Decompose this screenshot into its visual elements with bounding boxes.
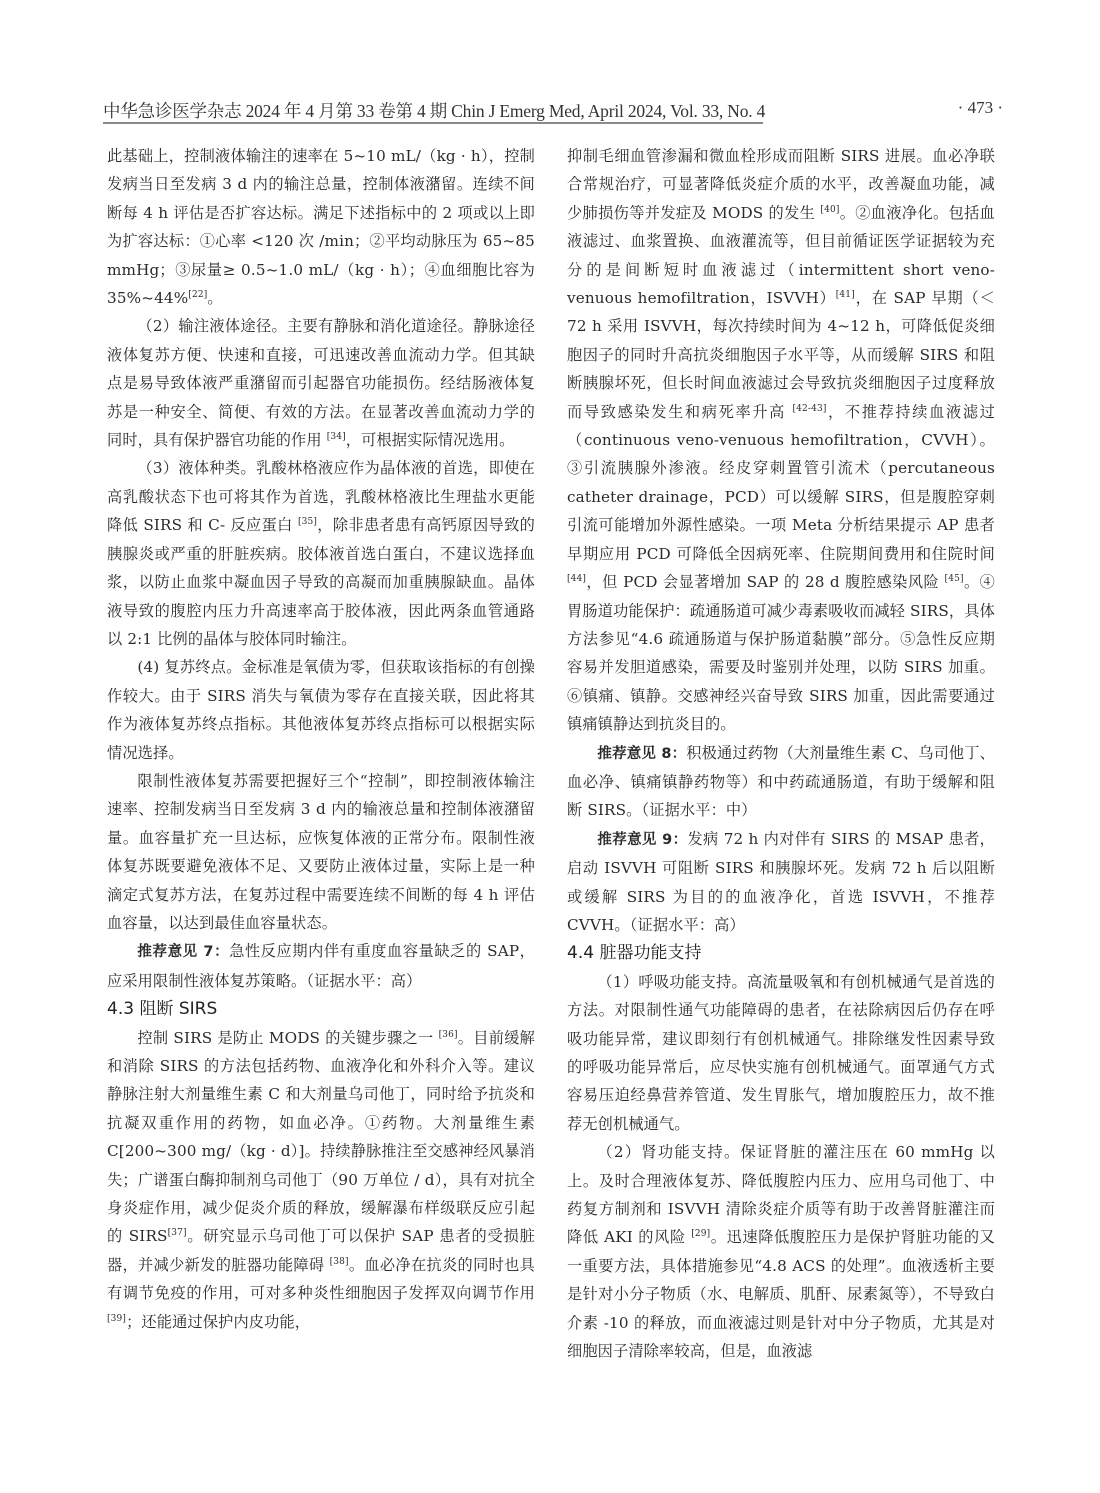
citation: [36] [438, 1029, 458, 1040]
header-rule [103, 122, 763, 124]
paragraph-resuscitation-endpoint: (4) 复苏终点。金标准是氧债为零，但获取该指标的有创操作较大。由于 SIRS 消失与氧债为零存在直接关联，因此将其作为液体复苏终点指标。其他液体复苏终点指标可以根据实际情况选择。 [107, 658, 535, 762]
citation: [42-43] [792, 403, 827, 414]
citation: [45] [944, 574, 964, 585]
section-heading-4-4: 4.4 脏器功能支持 [567, 943, 702, 964]
citation: [40] [820, 204, 840, 215]
recommendation-9: 推荐意见 9：发病 72 h 内对伴有 SIRS 的 MSAP 患者，启动 ISVVH 可阻断 SIRS 和胰腺坏死。发病 72 h 后以阻断或缓解 SIRS 为目的的血液净化，首选 ISVVH，不推荐 CVVH。（证据水平：高） [567, 829, 995, 934]
paragraph-blood-purification: 抑制毛细血管渗漏和微血栓形成而阻断 SIRS 进展。血必净联合常规治疗，可显著降低炎症介质的水平，改善凝血功能，减少肺损伤等并发症及 MODS 的发生 [40]。②血液净化。包括血液滤过、血浆置换、血液灌流等，但目前循证医学证据较为充分的是间断短时血液滤过（intermittent short veno-venuous hemofiltration，ISVVH）[41]，在 SAP 早期（＜ 72 h 采用 ISVVH，每次持续时间为 4~12 h，可降低促炎细胞因子的同时升高抗炎细胞因子水平等，从而缓解 SIRS 和阻断胰腺坏死，但长时间血液滤过会导致抗炎细胞因子过度释放而导致感染发生和病死率升高 [42-43]，不推荐持续血液滤过（continuous veno-venuous hemofiltration，CVVH）。③引流胰腺外渗液。经皮穿刺置管引流术（percutaneous catheter drainage，PCD）可以缓解 SIRS，但是腹腔穿刺引流可能增加外源性感染。一项 Meta 分析结果提示 AP 患者早期应用 PCD 可降低全因病死率、住院期间费用和住院时间 [44]，但 PCD 会显著增加 SAP 的 28 d 腹腔感染风险 [45]。④胃肠道功能保护：疏通肠道可减少毒素吸收而减轻 SIRS，具体方法参见“4.6 疏通肠道与保护肠道黏膜”部分。⑤急性反应期容易并发胆道感染，需要及时鉴别并处理，以防 SIRS 加重。⑥镇痛、镇静。交感神经兴奋导致 SIRS 加重，因此需要通过镇痛镇静达到抗炎目的。 [567, 147, 996, 734]
recommendation-label: 推荐意见 9： [597, 831, 688, 848]
paragraph-renal-support: （2）肾功能支持。保证肾脏的灌注压在 60 mmHg 以上。及时合理液体复苏、降低腹腔内压力、应用乌司他丁、中药复方制剂和 ISVVH 清除炎症介质等有助于改善肾脏灌注而降低 AKI 的风险 [29]。迅速降低腹腔压力是保护肾脏功能的又一重要方法，具体措施参见“4.8 ACS 的处理”。血液透析主要是针对小分子物质（水、电解质、肌酐、尿素氮等），不导致白介素 -10 的释放，而血液滤过则是针对中分子物质，尤其是对细胞因子清除率较高，但是，血液滤 [567, 1143, 995, 1361]
paragraph-fluid-rate: 此基础上，控制液体输注的速率在 5~10 mL/（kg · h），控制发病当日至发病 3 d 内的输注总量，控制体液潴留。连续不间断每 4 h 评估是否扩容达标。满足下述指标中的 2 项或以上即为扩容达标：①心率 <120 次 /min；②平均动脉压为 65~85 mmHg；③尿量≥ 0.5~1.0 mL/（kg · h）；④血细胞比容为 35%~44%[22]。 [107, 147, 535, 308]
recommendation-7: 推荐意见 7：急性反应期内伴有重度血容量缺乏的 SAP，应采用限制性液体复苏策略。（证据水平：高） [107, 942, 535, 990]
left-column [107, 142, 535, 1336]
recommendation-label: 推荐意见 7： [137, 944, 230, 961]
citation: [39] [107, 1313, 127, 1324]
paragraph-fluid-types: （3）液体种类。乳酸林格液应作为晶体液的首选，即使在高乳酸状态下也可将其作为首选，乳酸林格液比生理盐水更能降低 SIRS 和 C- 反应蛋白 [35]，除非患者患有高钙原因导致的胰腺炎或严重的肝脏疾病。胶体液首选白蛋白，不建议选择血浆，以防止血浆中凝血因子导致的高凝而加重胰腺缺血。晶体液导致的腹腔内压力升高速率高于胶体液，因此两条血管通路以 2:1 比例的晶体与胶体同时输注。 [107, 459, 535, 648]
recommendation-8: 推荐意见 8：积极通过药物（大剂量维生素 C、乌司他丁、血必净、镇痛镇静药物等）和中药疏通肠道，有助于缓解和阻断 SIRS。（证据水平：中） [567, 743, 995, 820]
journal-citation: 中华急诊医学杂志 2024 年 4 月第 33 卷第 4 期 Chin J Emerg Med, April 2024, Vol. 33, No. 4 [103, 101, 766, 121]
page-number: · 473 · [957, 98, 1003, 117]
paragraph-respiratory-support: （1）呼吸功能支持。高流量吸氧和有创机械通气是首选的方法。对限制性通气功能障碍的患者，在祛除病因后仍存在呼吸功能异常，建议即刻行有创机械通气。排除继发性因素导致的呼吸功能异常后，应尽快实施有创机械通气。面罩通气方式容易压迫经鼻营养管道、发生胃胀气，增加腹腔压力，故不推荐无创机械通气。 [567, 972, 995, 1133]
citation: [44] [567, 574, 587, 585]
citation: [22] [188, 290, 208, 301]
citation: [34] [326, 432, 346, 443]
paragraph-block-sirs: 控制 SIRS 是防止 MODS 的关键步骤之一 [36]。目前缓解和消除 SIRS 的方法包括药物、血液净化和外科介入等。建议静脉注射大剂量维生素 C 和大剂量乌司他丁，同时给予抗炎和抗凝双重作用的药物，如血必净。①药物。大剂量维生素 C[200~300 mg/（kg · d）]。持续静脉推注至交感神经风暴消失；广谱蛋白酶抑制剂乌司他丁（90 万单位 / d），具有对抗全身炎症作用，减少促炎介质的释放，缓解瀑布样级联反应引起的 SIRS[37]。研究显示乌司他丁可以保护 SAP 患者的受损脏器，并减少新发的脏器功能障碍 [38]。血必净在抗炎的同时也具有调节免疫的作用，可对多种炎性细胞因子发挥双向调节作用 [39]；还能通过保护内皮功能， [107, 1028, 535, 1331]
paragraph-restrictive-resuscitation: 限制性液体复苏需要把握好三个“控制”，即控制液体输注速率、控制发病当日至发病 3 d 内的输液总量和控制体液潴留量。血容量扩充一旦达标，应恢复体液的正常分布。限制性液体复苏既要避免液体不足、又要防止液体过量，实际上是一种滴定式复苏方法，在复苏过程中需要连续不间断的每 4 h 评估血容量，以达到最佳血容量状态。 [107, 771, 535, 932]
citation: [38] [329, 1256, 349, 1267]
running-header [103, 96, 1003, 126]
citation: [37] [167, 1228, 187, 1239]
citation: [41] [835, 290, 855, 301]
citation: [35] [297, 517, 318, 528]
citation: [29] [691, 1229, 711, 1240]
section-heading-4-3: 4.3 阻断 SIRS [107, 999, 218, 1020]
recommendation-label: 推荐意见 8： [597, 745, 687, 762]
paragraph-infusion-route: （2）输注液体途径。主要有静脉和消化道途径。静脉途径液体复苏方便、快速和直接，可迅速改善血流动力学。但其缺点是易导致体液严重潴留而引起器官功能损伤。经结肠液体复苏是一种安全、简便、有效的方法。在显著改善血流动力学的同时，具有保护器官功能的作用 [34]，可根据实际情况选用。 [107, 317, 535, 450]
right-column [567, 142, 995, 1365]
